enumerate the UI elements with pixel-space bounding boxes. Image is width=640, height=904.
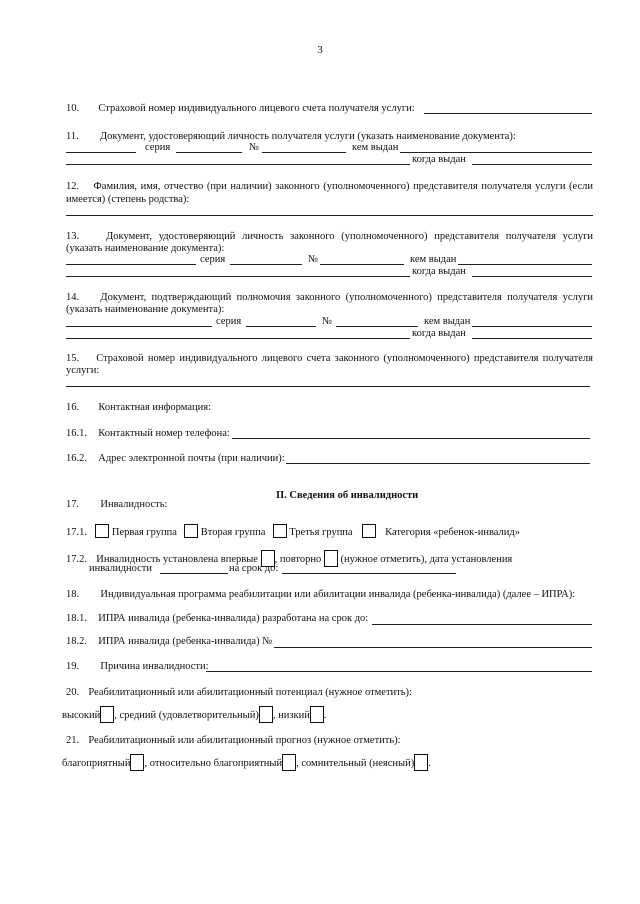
item-16-1-label: Контактный номер телефона: — [98, 428, 230, 439]
item-10-number: 10. — [66, 103, 80, 114]
potential-medium-label: , средний (удовлетворительный) — [114, 710, 259, 721]
item-16-2-label: Адрес электронной почты (при наличии): — [98, 453, 285, 464]
item-10-label: Страховой номер индивидуального лицевого счета получателя услуги: — [98, 103, 415, 114]
item-15-number: 15. — [66, 353, 80, 364]
second-group-label: Вторая группа — [200, 527, 266, 538]
representative-name-field[interactable] — [66, 215, 593, 216]
recipient-issued-by-field-2[interactable] — [66, 164, 410, 165]
item-13-line2: (указать наименование документа): — [66, 243, 225, 254]
ipra-number-field[interactable] — [274, 647, 592, 648]
rep-id-doc-name-field[interactable] — [66, 264, 196, 265]
rep-id-series-label: серия — [200, 254, 226, 265]
recipient-series-label: серия — [145, 142, 171, 153]
authority-issued-when-field[interactable] — [472, 338, 592, 339]
checkbox-potential-low[interactable] — [310, 706, 324, 723]
authority-issued-by-field-2[interactable] — [66, 338, 410, 339]
rep-id-issued-when-field[interactable] — [472, 276, 592, 277]
third-group-label: Третья группа — [289, 527, 353, 538]
prognosis-doubtful-label: , сомнительный (неясный) — [296, 758, 415, 769]
rep-id-number-label: № — [308, 254, 319, 265]
item-18-1 — [66, 612, 368, 625]
prognosis-end: . — [428, 758, 431, 769]
item-18 — [66, 588, 575, 601]
item-21-label: Реабилитационный или абилитационный прогноз (нужное отметить): — [88, 735, 401, 746]
page-number: 3 — [317, 44, 323, 56]
authority-doc-name-field[interactable] — [66, 326, 212, 327]
potential-low-label: , низкий — [272, 710, 310, 721]
item-17 — [66, 498, 167, 511]
recipient-number-field[interactable] — [262, 152, 346, 153]
item-16-2-number: 16.2. — [66, 453, 87, 464]
recipient-issued-by-label: кем выдан — [352, 142, 399, 153]
rep-id-number-field[interactable] — [320, 264, 404, 265]
item-11-label: Документ, удостоверяющий личность получателя услуги (указать наименование документа): — [100, 131, 516, 142]
authority-issued-by-label: кем выдан — [424, 316, 471, 327]
prognosis-options — [62, 754, 431, 771]
potential-options — [62, 706, 326, 723]
rep-id-issued-when-label: когда выдан — [412, 266, 466, 277]
item-12-line2: имеется) (степень родства): — [66, 194, 190, 205]
repeat-label: , повторно — [274, 554, 322, 565]
item-20-number: 20. — [66, 687, 80, 698]
rep-id-issued-by-label: кем выдан — [410, 254, 457, 265]
item-11 — [66, 130, 516, 143]
item-12-line1 — [66, 180, 593, 193]
authority-series-field[interactable] — [246, 326, 316, 327]
authority-number-label: № — [322, 316, 333, 327]
item-18-1-number: 18.1. — [66, 613, 87, 624]
child-disabled-label: Категория «ребенок-инвалид» — [385, 527, 520, 538]
item-19-label: Причина инвалидности: — [100, 661, 209, 672]
rep-id-series-field[interactable] — [230, 264, 302, 265]
item-15-line2: услуги: — [66, 365, 100, 376]
phone-field[interactable] — [232, 438, 590, 439]
recipient-number-label: № — [249, 142, 260, 153]
snils-representative-field[interactable] — [66, 386, 590, 387]
checkbox-repeat[interactable] — [324, 550, 338, 567]
email-field[interactable] — [286, 463, 590, 464]
item-16-1-number: 16.1. — [66, 428, 87, 439]
item-12-label: Фамилия, имя, отчество (при наличии) законного (уполномоченного) представителя получателя услуги (если — [93, 181, 593, 192]
item-16-label: Контактная информация: — [98, 402, 211, 413]
recipient-series-field[interactable] — [176, 152, 242, 153]
disability-date-field[interactable] — [160, 573, 228, 574]
authority-issued-when-label: когда выдан — [412, 328, 466, 339]
mark-needed-label: (нужное отметить), дата установления — [340, 554, 513, 565]
item-15-line1 — [66, 352, 593, 365]
checkbox-first-group[interactable] — [95, 524, 109, 538]
ipra-term-field[interactable] — [372, 624, 592, 625]
item-12-number: 12. — [66, 181, 80, 192]
item-13-label: Документ, удостоверяющий личность законного (уполномоченного) представителя получателя услуги — [106, 231, 593, 242]
first-time-label: Инвалидность установлена впервые — [96, 554, 258, 565]
item-18-2-label: ИПРА инвалида (ребенка-инвалида) № — [98, 636, 273, 647]
item-16-1 — [66, 427, 230, 440]
checkbox-prognosis-relatively[interactable] — [282, 754, 296, 771]
authority-issued-by-field[interactable] — [472, 326, 592, 327]
item-19-number: 19. — [66, 661, 80, 672]
item-17-label: Инвалидность: — [100, 499, 168, 510]
item-11-number: 11. — [66, 131, 79, 142]
first-group-label: Первая группа — [111, 527, 177, 538]
item-14-line2: (указать наименование документа): — [66, 304, 225, 315]
recipient-issued-when-label: когда выдан — [412, 154, 466, 165]
item-18-2 — [66, 635, 272, 648]
item-17-2-number: 17.2. — [66, 554, 87, 565]
item-14-number: 14. — [66, 292, 80, 303]
checkbox-potential-medium[interactable] — [259, 706, 273, 723]
item-16-number: 16. — [66, 402, 80, 413]
snils-recipient-field[interactable] — [424, 113, 592, 114]
checkbox-prognosis-doubtful[interactable] — [414, 754, 428, 771]
section-2-title: II. Сведения об инвалидности — [276, 490, 419, 501]
term-until-label: на срок до: — [229, 563, 279, 574]
item-10 — [66, 102, 415, 115]
item-17-1-number: 17.1. — [66, 527, 87, 538]
item-15-label: Страховой номер индивидуального лицевого счета законного (уполномоченного) представителя получателя — [96, 353, 593, 364]
authority-series-label: серия — [216, 316, 242, 327]
item-21 — [66, 734, 401, 747]
recipient-doc-name-field[interactable] — [66, 152, 136, 153]
checkbox-prognosis-favorable[interactable] — [130, 754, 144, 771]
checkbox-potential-high[interactable] — [100, 706, 114, 723]
checkbox-child-disabled[interactable] — [362, 524, 376, 538]
item-17-1 — [66, 524, 520, 539]
item-16 — [66, 401, 211, 414]
item-19 — [66, 660, 209, 673]
prognosis-favorable-label: благоприятный — [62, 758, 131, 769]
rep-id-issued-by-field-2[interactable] — [66, 276, 410, 277]
potential-high-label: высокий — [62, 710, 101, 721]
item-18-number: 18. — [66, 589, 80, 600]
item-14-label: Документ, подтверждающий полномочия законного (уполномоченного) представителя получателя услуги — [100, 292, 594, 303]
item-21-number: 21. — [66, 735, 80, 746]
item-16-2 — [66, 452, 285, 465]
authority-number-field[interactable] — [336, 326, 418, 327]
disability-cause-field[interactable] — [206, 671, 592, 672]
item-18-2-number: 18.2. — [66, 636, 87, 647]
checkbox-second-group[interactable] — [184, 524, 198, 538]
item-20 — [66, 686, 412, 699]
recipient-issued-when-field[interactable] — [472, 164, 592, 165]
item-17-number: 17. — [66, 499, 80, 510]
term-until-field[interactable] — [282, 573, 456, 574]
item-18-1-label: ИПРА инвалида (ребенка-инвалида) разработана на срок до: — [98, 613, 369, 624]
rep-id-issued-by-field[interactable] — [458, 264, 592, 265]
potential-end: . — [323, 710, 327, 721]
item-18-label: Индивидуальная программа реабилитации или абилитации инвалида (ребенка-инвалида) (далее – ИПРА): — [100, 589, 576, 600]
item-20-label: Реабилитационный или абилитационный потенциал (нужное отметить): — [88, 687, 412, 698]
disability-date-label: инвалидности — [89, 563, 153, 574]
checkbox-third-group[interactable] — [273, 524, 287, 538]
item-13-number: 13. — [66, 231, 80, 242]
prognosis-relatively-label: , относительно благоприятный — [144, 758, 283, 769]
